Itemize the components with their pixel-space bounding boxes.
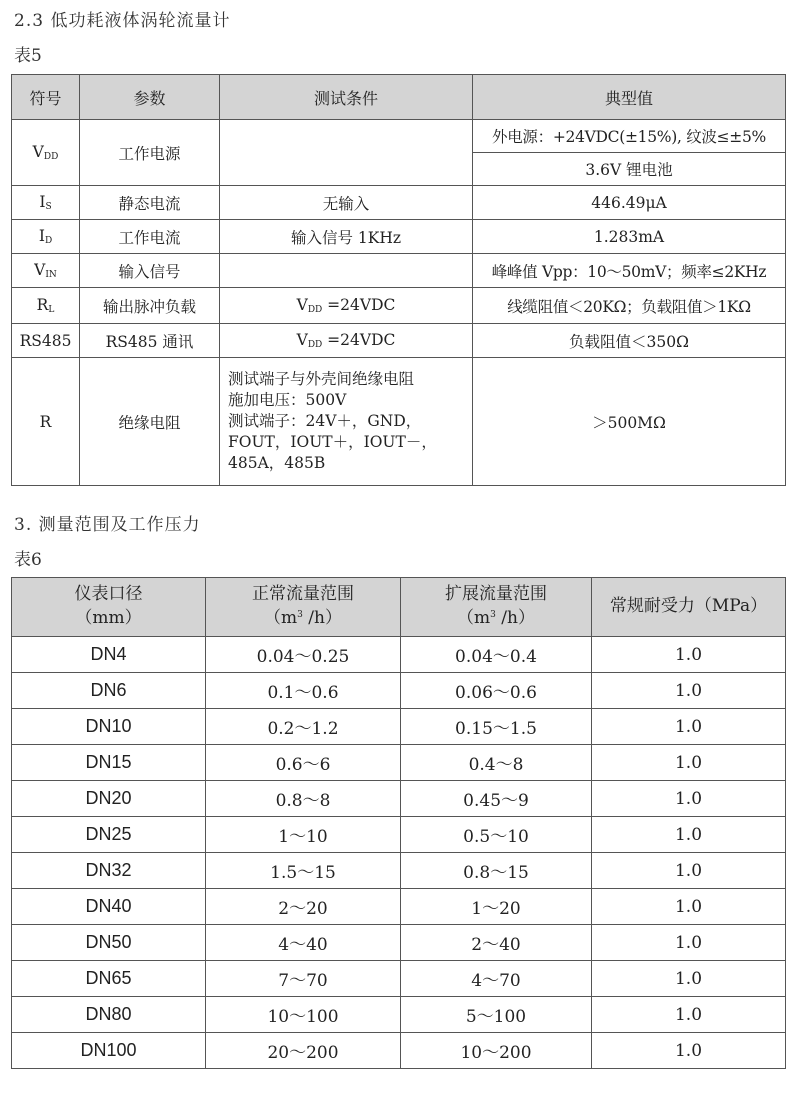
extended-range-cell: 4～70 [401, 961, 592, 997]
condition-cell: 无输入 [220, 186, 473, 220]
table-row [12, 889, 786, 925]
param-cell: 静态电流 [80, 186, 220, 220]
normal-range-cell: 10～100 [206, 997, 401, 1033]
diameter-cell: DN10 [12, 709, 206, 745]
extended-range-cell: 0.5～10 [401, 817, 592, 853]
table5 [11, 74, 786, 486]
value-cell: 446.49μA [473, 186, 786, 220]
value-cell: 负载阻值＜350Ω [473, 324, 786, 358]
table-row [12, 637, 786, 673]
param-cell: RS485 通讯 [80, 324, 220, 358]
normal-range-cell: 0.04～0.25 [206, 637, 401, 673]
diameter-cell: DN20 [12, 781, 206, 817]
normal-range-cell: 20～200 [206, 1033, 401, 1069]
symbol-vin: $V_{IN}$ [12, 254, 80, 288]
table6-body [12, 637, 786, 1069]
normal-range-cell: 0.1～0.6 [206, 673, 401, 709]
header-nominal-diameter: 仪表口径 （mm） [12, 578, 206, 637]
table-row [12, 673, 786, 709]
pressure-cell: 1.0 [592, 853, 786, 889]
extended-range-cell: 0.15～1.5 [401, 709, 592, 745]
extended-range-cell: 2～40 [401, 925, 592, 961]
condition-cell [220, 358, 473, 486]
pressure-cell: 1.0 [592, 781, 786, 817]
table6-caption: 表6 [14, 550, 42, 570]
pressure-cell: 1.0 [592, 889, 786, 925]
symbol-vdd: $V_{DD}$ [12, 120, 80, 186]
table5-caption: 表5 [14, 46, 42, 66]
table-row [12, 358, 786, 486]
normal-range-cell: 1～10 [206, 817, 401, 853]
header-pressure-rating: 常规耐受力（MPa） [592, 578, 786, 637]
pressure-cell: 1.0 [592, 925, 786, 961]
pressure-cell: 1.0 [592, 1033, 786, 1069]
normal-range-cell: 0.8～8 [206, 781, 401, 817]
pressure-cell: 1.0 [592, 961, 786, 997]
table-row [12, 817, 786, 853]
table5-header-row [12, 75, 786, 120]
diameter-cell: DN40 [12, 889, 206, 925]
header-normal-flow-range: 正常流量范围 （$m^3$ /h） [206, 578, 401, 637]
condition-cell [220, 120, 473, 186]
extended-range-cell: 0.4～8 [401, 745, 592, 781]
table-row [12, 186, 786, 220]
header-typical-value: 典型值 [473, 75, 786, 120]
normal-range-cell: 0.6～6 [206, 745, 401, 781]
extended-range-cell: 0.06～0.6 [401, 673, 592, 709]
table-row [12, 220, 786, 254]
table-row [12, 324, 786, 358]
table-row [12, 254, 786, 288]
condition-line: 测试端子：24V＋，GND， [228, 412, 422, 431]
table-row [12, 745, 786, 781]
header-symbol: 符号 [12, 75, 80, 120]
symbol-r: R [12, 358, 80, 486]
section-title-3: 3. 测量范围及工作压力 [14, 515, 201, 535]
header-test-condition: 测试条件 [220, 75, 473, 120]
extended-range-cell: 0.8～15 [401, 853, 592, 889]
value-cell: 3.6V 锂电池 [473, 153, 786, 186]
pressure-cell: 1.0 [592, 997, 786, 1033]
table6 [11, 577, 786, 1069]
header-parameter: 参数 [80, 75, 220, 120]
condition-cell: $V_{DD} =24VDC$ [220, 324, 473, 358]
table-row [12, 961, 786, 997]
extended-range-cell: 1～20 [401, 889, 592, 925]
condition-line: 施加电压：500V [228, 391, 347, 410]
param-cell: 输出脉冲负载 [80, 288, 220, 324]
normal-range-cell: 1.5～15 [206, 853, 401, 889]
normal-range-cell: 7～70 [206, 961, 401, 997]
table-row [12, 288, 786, 324]
pressure-cell: 1.0 [592, 709, 786, 745]
diameter-cell: DN100 [12, 1033, 206, 1069]
symbol-id: $I_D$ [12, 220, 80, 254]
param-cell: 工作电流 [80, 220, 220, 254]
table-row [12, 120, 786, 153]
value-cell: 峰峰值 Vpp：10～50mV；频率≤2KHz [473, 254, 786, 288]
condition-cell [220, 254, 473, 288]
diameter-cell: DN25 [12, 817, 206, 853]
symbol-is: $I_S$ [12, 186, 80, 220]
condition-line: 测试端子与外壳间绝缘电阻 [228, 370, 415, 389]
normal-range-cell: 4～40 [206, 925, 401, 961]
pressure-cell: 1.0 [592, 817, 786, 853]
pressure-cell: 1.0 [592, 745, 786, 781]
table-row [12, 925, 786, 961]
param-cell: 绝缘电阻 [80, 358, 220, 486]
section-title-2-3: 2.3 低功耗液体涡轮流量计 [14, 11, 231, 31]
symbol-rl: $R_L$ [12, 288, 80, 324]
table-row [12, 781, 786, 817]
diameter-cell: DN15 [12, 745, 206, 781]
diameter-cell: DN4 [12, 637, 206, 673]
table6-header-row [12, 578, 786, 637]
pressure-cell: 1.0 [592, 637, 786, 673]
value-cell: 1.283mA [473, 220, 786, 254]
condition-line: 485A，485B [228, 453, 326, 472]
table-row [12, 853, 786, 889]
pressure-cell: 1.0 [592, 673, 786, 709]
header-extended-flow-range: 扩展流量范围 （$m^3$ /h） [401, 578, 592, 637]
table-row [12, 709, 786, 745]
extended-range-cell: 0.04～0.4 [401, 637, 592, 673]
value-cell: 外电源：+24VDC(±15%), 纹波≤±5% [473, 120, 786, 153]
diameter-cell: DN6 [12, 673, 206, 709]
diameter-cell: DN80 [12, 997, 206, 1033]
param-cell: 工作电源 [80, 120, 220, 186]
extended-range-cell: 5～100 [401, 997, 592, 1033]
symbol-rs485: RS485 [12, 324, 80, 358]
diameter-cell: DN50 [12, 925, 206, 961]
extended-range-cell: 10～200 [401, 1033, 592, 1069]
value-cell: 线缆阻值＜20KΩ；负载阻值＞1KΩ [473, 288, 786, 324]
condition-cell: $V_{DD} =24VDC$ [220, 288, 473, 324]
table-row [12, 1033, 786, 1069]
normal-range-cell: 0.2～1.2 [206, 709, 401, 745]
condition-line: FOUT，IOUT＋，IOUT－， [228, 432, 437, 451]
param-cell: 输入信号 [80, 254, 220, 288]
diameter-cell: DN32 [12, 853, 206, 889]
value-cell: ＞500MΩ [473, 358, 786, 486]
table-row [12, 997, 786, 1033]
condition-cell: 输入信号 1KHz [220, 220, 473, 254]
extended-range-cell: 0.45～9 [401, 781, 592, 817]
normal-range-cell: 2～20 [206, 889, 401, 925]
diameter-cell: DN65 [12, 961, 206, 997]
